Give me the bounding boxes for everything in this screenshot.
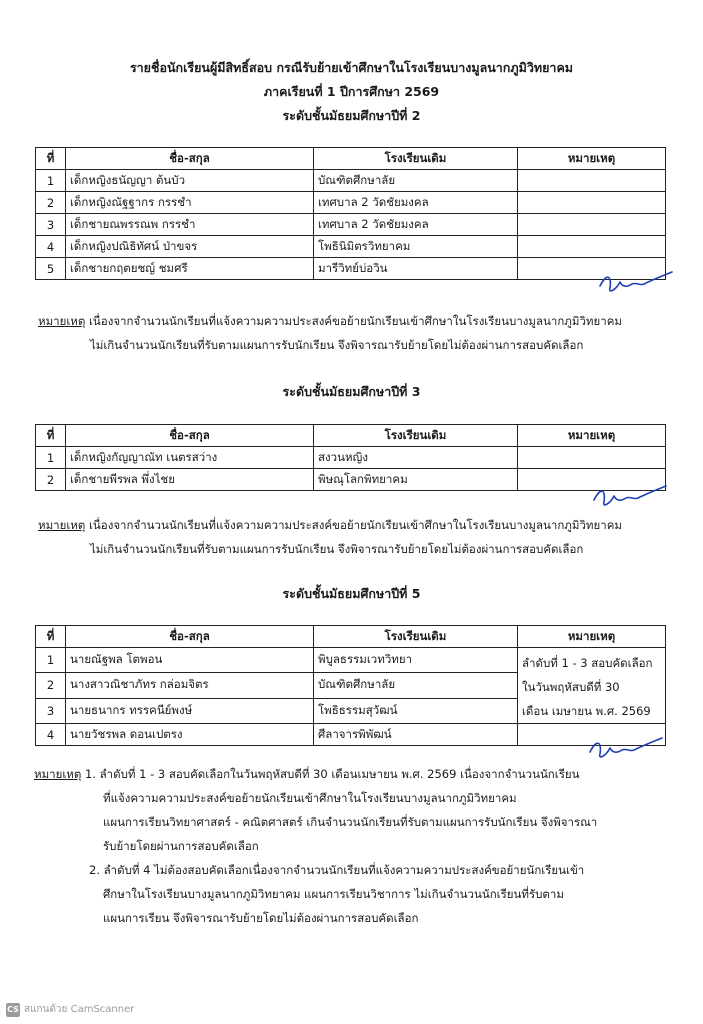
- table-header-row: [36, 148, 666, 170]
- document-title: รายชื่อนักเรียนผู้มีสิทธิ์สอบ กรณีรับย้ายเข้าศึกษาในโรงเรียนบางมูลนากภูมิวิทยาคม: [129, 60, 574, 75]
- row-name: เด็กหญิงกัญญาณัท เนตรสว่าง: [66, 447, 314, 469]
- table-row: [36, 724, 666, 746]
- row-school: โพธินิมิตรวิทยาคม: [314, 236, 518, 258]
- row-school: พิษณุโลกพิทยาคม: [314, 469, 518, 491]
- row-school: สงวนหญิง: [314, 447, 518, 469]
- row-name: นายวัชรพล ดอนเปตรง: [66, 724, 314, 746]
- row-school: ศีลาจารพิพัฒน์: [314, 724, 518, 746]
- row-name: เด็กหญิงปณิธิทัศน์ ป่าขจร: [66, 236, 314, 258]
- table-row: [36, 192, 666, 214]
- note-m2-line2: ไม่เกินจำนวนนักเรียนที่รับตามแผนการรับนักเรียน จึงพิจารณารับย้ายโดยไม่ต้องผ่านการสอบคัดเลือก: [90, 338, 584, 352]
- col-header-name: ชื่อ-สกุล: [66, 626, 314, 648]
- note-m2: [38, 309, 622, 333]
- row-no: 3: [36, 214, 66, 236]
- table-header-row: [36, 425, 666, 447]
- row-no: 1: [36, 170, 66, 192]
- row-remark: [518, 236, 666, 258]
- row-school: เทศบาล 2 วัดชัยมงคล: [314, 192, 518, 214]
- note-label: หมายเหตุ: [38, 518, 86, 532]
- watermark-text: สแกนด้วย CamScanner: [24, 1004, 135, 1015]
- row-remark: [518, 447, 666, 469]
- table-m2: [35, 147, 666, 280]
- row-name: นายธนากร ทรรคนีย์พงษ์: [66, 698, 314, 723]
- row-remark-merged: [518, 648, 666, 724]
- table-row: [36, 447, 666, 469]
- row-remark: [518, 170, 666, 192]
- note-m3-line2: ไม่เกินจำนวนนักเรียนที่รับตามแผนการรับนักเรียน จึงพิจารณารับย้ายโดยไม่ต้องผ่านการสอบคัดเลือก: [90, 542, 584, 556]
- row-school: เทศบาล 2 วัดชัยมงคล: [314, 214, 518, 236]
- col-header-no: ที่: [36, 425, 66, 447]
- note-m5-item2-line3: แผนการเรียน จึงพิจารณารับย้ายโดยไม่ต้องผ่านการสอบคัดเลือก: [103, 911, 419, 925]
- note-text: เนื่องจากจำนวนนักเรียนที่แจ้งความความประสงค์ขอย้ายนักเรียนเข้าศึกษาในโรงเรียนบางมูลนากภูมิวิทยาคม: [85, 518, 622, 532]
- remark-line: เดือน เมษายน พ.ศ. 2569: [522, 704, 651, 718]
- remark-line: ลำดับที่ 1 - 3 สอบคัดเลือก: [522, 656, 653, 670]
- note-m3: [38, 513, 622, 537]
- row-name: นางสาวณิชาภัทร กล่อมจิตร: [66, 673, 314, 698]
- signature-icon: [596, 264, 676, 298]
- table-row: [36, 258, 666, 280]
- row-school: บัณฑิตศึกษาลัย: [314, 170, 518, 192]
- row-no: 2: [36, 673, 66, 698]
- row-no: 2: [36, 469, 66, 491]
- note-m5-item1-line4: รับย้ายโดยผ่านการสอบคัดเลือก: [103, 839, 259, 853]
- section-title-m3: ระดับชั้นมัธยมศึกษาปีที่ 3: [282, 384, 421, 399]
- remark-line: ในวันพฤหัสบดีที่ 30: [522, 680, 620, 694]
- row-remark: [518, 192, 666, 214]
- row-no: 3: [36, 698, 66, 723]
- row-no: 4: [36, 724, 66, 746]
- col-header-remark: หมายเหตุ: [518, 626, 666, 648]
- row-no: 4: [36, 236, 66, 258]
- section-title-m5: ระดับชั้นมัธยมศึกษาปีที่ 5: [282, 586, 421, 601]
- row-school: มารีวิทย์บ่อวิน: [314, 258, 518, 280]
- row-school: โพธิธรรมสุวัฒน์: [314, 698, 518, 723]
- table-row: [36, 469, 666, 491]
- note-m5-item2-line2: ศึกษาในโรงเรียนบางมูลนากภูมิวิทยาคม แผนการเรียนวิชาการ ไม่เกินจำนวนนักเรียนที่รับตาม: [103, 887, 564, 901]
- row-school: บัณฑิตศึกษาลัย: [314, 673, 518, 698]
- table-m3: [35, 424, 666, 491]
- row-no: 2: [36, 192, 66, 214]
- note-m5-item1-line3: แผนการเรียนวิทยาศาสตร์ - คณิตศาสตร์ เกินจำนวนนักเรียนที่รับตามแผนการรับนักเรียน จึงพิจารณา: [103, 815, 598, 829]
- table-row: [36, 236, 666, 258]
- col-header-remark: หมายเหตุ: [518, 148, 666, 170]
- note-m5-item2: 2. ลำดับที่ 4 ไม่ต้องสอบคัดเลือกเนื่องจากจำนวนนักเรียนที่แจ้งความความประสงค์ขอย้ายนักเรียนเข้า: [89, 863, 585, 877]
- col-header-school: โรงเรียนเดิม: [314, 626, 518, 648]
- col-header-remark: หมายเหตุ: [518, 425, 666, 447]
- row-name: เด็กหญิงณัฐฐากร กรรชำ: [66, 192, 314, 214]
- note-label: หมายเหตุ: [38, 314, 86, 328]
- table-row: [36, 648, 666, 673]
- col-header-name: ชื่อ-สกุล: [66, 425, 314, 447]
- col-header-no: ที่: [36, 148, 66, 170]
- signature-icon: [590, 478, 670, 512]
- col-header-no: ที่: [36, 626, 66, 648]
- signature-icon: [586, 730, 666, 764]
- col-header-name: ชื่อ-สกุล: [66, 148, 314, 170]
- note-label: หมายเหตุ: [34, 767, 82, 781]
- row-name: เด็กชายณพรรณพ กรรชำ: [66, 214, 314, 236]
- document-subtitle: ภาคเรียนที่ 1 ปีการศึกษา 2569: [263, 84, 440, 99]
- row-remark: [518, 214, 666, 236]
- row-name: เด็กชายกฤตยชญ์ ชมศรี: [66, 258, 314, 280]
- note-m5-item1-line2: ที่แจ้งความความประสงค์ขอย้ายนักเรียนเข้าศึกษาในโรงเรียนบางมูลนากภูมิวิทยาคม: [103, 791, 517, 805]
- camscanner-watermark: [6, 1002, 134, 1017]
- table-row: [36, 214, 666, 236]
- table-row: [36, 170, 666, 192]
- row-name: เด็กหญิงธนัญญา ต้นบัว: [66, 170, 314, 192]
- table-header-row: [36, 626, 666, 648]
- table-m5: [35, 625, 666, 746]
- note-text: เนื่องจากจำนวนนักเรียนที่แจ้งความความประสงค์ขอย้ายนักเรียนเข้าศึกษาในโรงเรียนบางมูลนากภูมิวิทยาคม: [85, 314, 622, 328]
- row-school: พิบูลธรรมเวทวิทยา: [314, 648, 518, 673]
- row-name: เด็กชายพีรพล พึ่งไชย: [66, 469, 314, 491]
- note-m5-item1: [34, 762, 579, 786]
- col-header-school: โรงเรียนเดิม: [314, 148, 518, 170]
- section-title-m2: ระดับชั้นมัธยมศึกษาปีที่ 2: [282, 108, 421, 123]
- row-no: 5: [36, 258, 66, 280]
- camscanner-icon: CS: [6, 1003, 20, 1017]
- row-no: 1: [36, 447, 66, 469]
- col-header-school: โรงเรียนเดิม: [314, 425, 518, 447]
- row-no: 1: [36, 648, 66, 673]
- row-name: นายณัฐพล โตพอน: [66, 648, 314, 673]
- note-text: 1. ลำดับที่ 1 - 3 สอบคัดเลือกในวันพฤหัสบดีที่ 30 เดือนเมษายน พ.ศ. 2569 เนื่องจากจำนวนนักเรียน: [81, 767, 580, 781]
